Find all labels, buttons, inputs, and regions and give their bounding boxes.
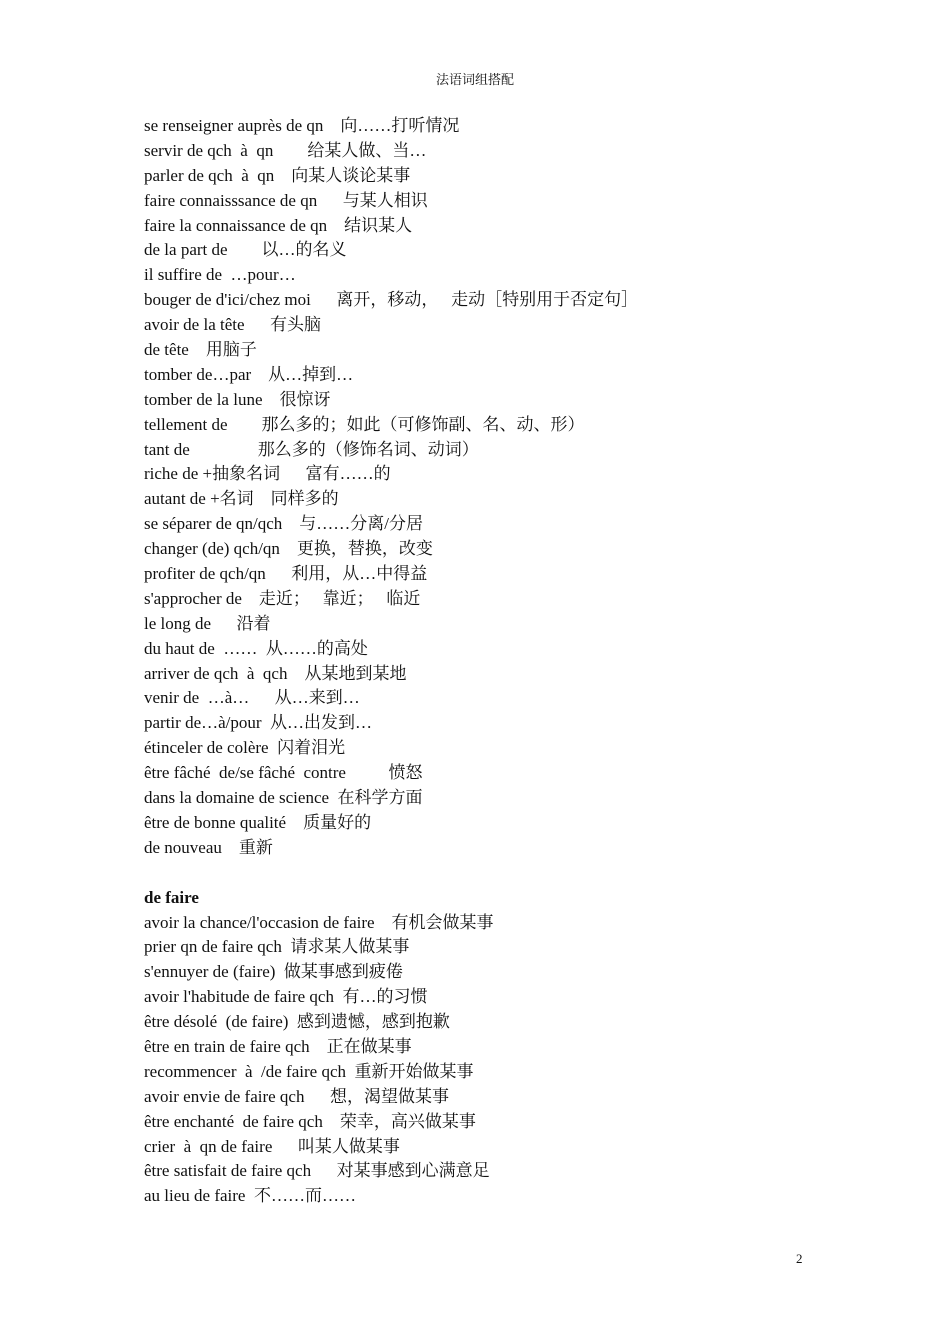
phrase-entry: au lieu de faire 不……而…… [144,1186,356,1206]
phrase-entry: se séparer de qn/qch 与……分离/分居 [144,514,424,534]
phrase-entry: avoir l'habitude de faire qch 有…的习惯 [144,987,428,1007]
phrase-entry: avoir de la tête 有头脑 [144,315,322,335]
phrase-entry: riche de +抽象名词 富有……的 [144,464,391,484]
phrase-entry: faire la connaissance de qn 结识某人 [144,215,413,235]
phrase-entry: servir de qch à qn 给某人做、当… [144,140,427,160]
phrase-entry: de la part de 以…的名义 [144,240,347,260]
phrase-entry: profiter de qch/qn 利用，从…中得益 [144,564,428,584]
phrase-entry: tomber de…par 从…掉到… [144,364,354,384]
phrase-entry: être de bonne qualité 质量好的 [144,812,372,832]
phrase-entry: prier qn de faire qch 请求某人做某事 [144,937,410,957]
phrase-entry: arriver de qch à qch 从某地到某地 [144,663,407,683]
phrase-entry: dans la domaine de science 在科学方面 [144,788,423,808]
page-header: 法语词组搭配 [435,72,514,87]
phrase-entry: crier à qn de faire 叫某人做某事 [144,1136,400,1156]
blank-line [144,861,864,886]
phrase-entry: il suffire de …pour… [144,265,296,285]
phrase-entry: parler de qch à qn 向某人谈论某事 [144,165,411,185]
phrase-entry: s'approcher de 走近； 靠近； 临近 [144,588,421,608]
phrase-entry: s'ennuyer de (faire) 做某事感到疲倦 [144,962,403,982]
phrase-list [144,911,864,1210]
page-number: 2 [796,1251,803,1266]
phrase-entry: partir de…à/pour 从…出发到… [144,713,373,733]
phrase-entry: de nouveau 重新 [144,837,273,857]
phrase-entry: du haut de …… 从……的高处 [144,638,368,658]
section-heading: de faire [144,887,199,907]
phrase-entry: être fâché de/se fâché contre 愤怒 [144,763,423,783]
phrase-entry: être désolé (de faire) 感到遗憾，感到抱歉 [144,1012,450,1032]
phrase-entry: avoir la chance/l'occasion de faire 有机会做某事 [144,912,494,932]
phrase-entry: tant de 那么多的（修饰名词、动词） [144,439,479,459]
document-body [144,114,864,1209]
phrase-entry: se renseigner auprès de qn 向……打听情况 [144,116,460,135]
phrase-entry: de tête 用脑子 [144,340,257,360]
phrase-entry: être en train de faire qch 正在做某事 [144,1036,412,1056]
phrase-entry: changer (de) qch/qn 更换，替换，改变 [144,539,433,559]
phrase-entry: tellement de 那么多的；如此（可修饰副、名、动、形） [144,414,585,434]
phrase-entry: étinceler de colère 闪着泪光 [144,738,346,758]
phrase-entry: avoir envie de faire qch 想，渴望做某事 [144,1086,449,1106]
phrase-entry: être satisfait de faire qch 对某事感到心满意足 [144,1161,490,1181]
phrase-entry: autant de +名词 同样多的 [144,489,339,509]
phrase-entry: tomber de la lune 很惊讶 [144,389,331,409]
phrase-entry: faire connaisssance de qn 与某人相识 [144,190,428,210]
phrase-entry: venir de …à… 从…来到… [144,688,360,708]
phrase-entry: être enchanté de faire qch 荣幸，高兴做某事 [144,1111,476,1131]
phrase-entry: bouger de d'ici/chez moi 离开，移动， 走动［特别用于否定句］ [144,290,639,310]
phrase-list [144,114,864,861]
phrase-entry: recommencer à /de faire qch 重新开始做某事 [144,1061,474,1081]
phrase-entry: le long de 沿着 [144,613,271,633]
